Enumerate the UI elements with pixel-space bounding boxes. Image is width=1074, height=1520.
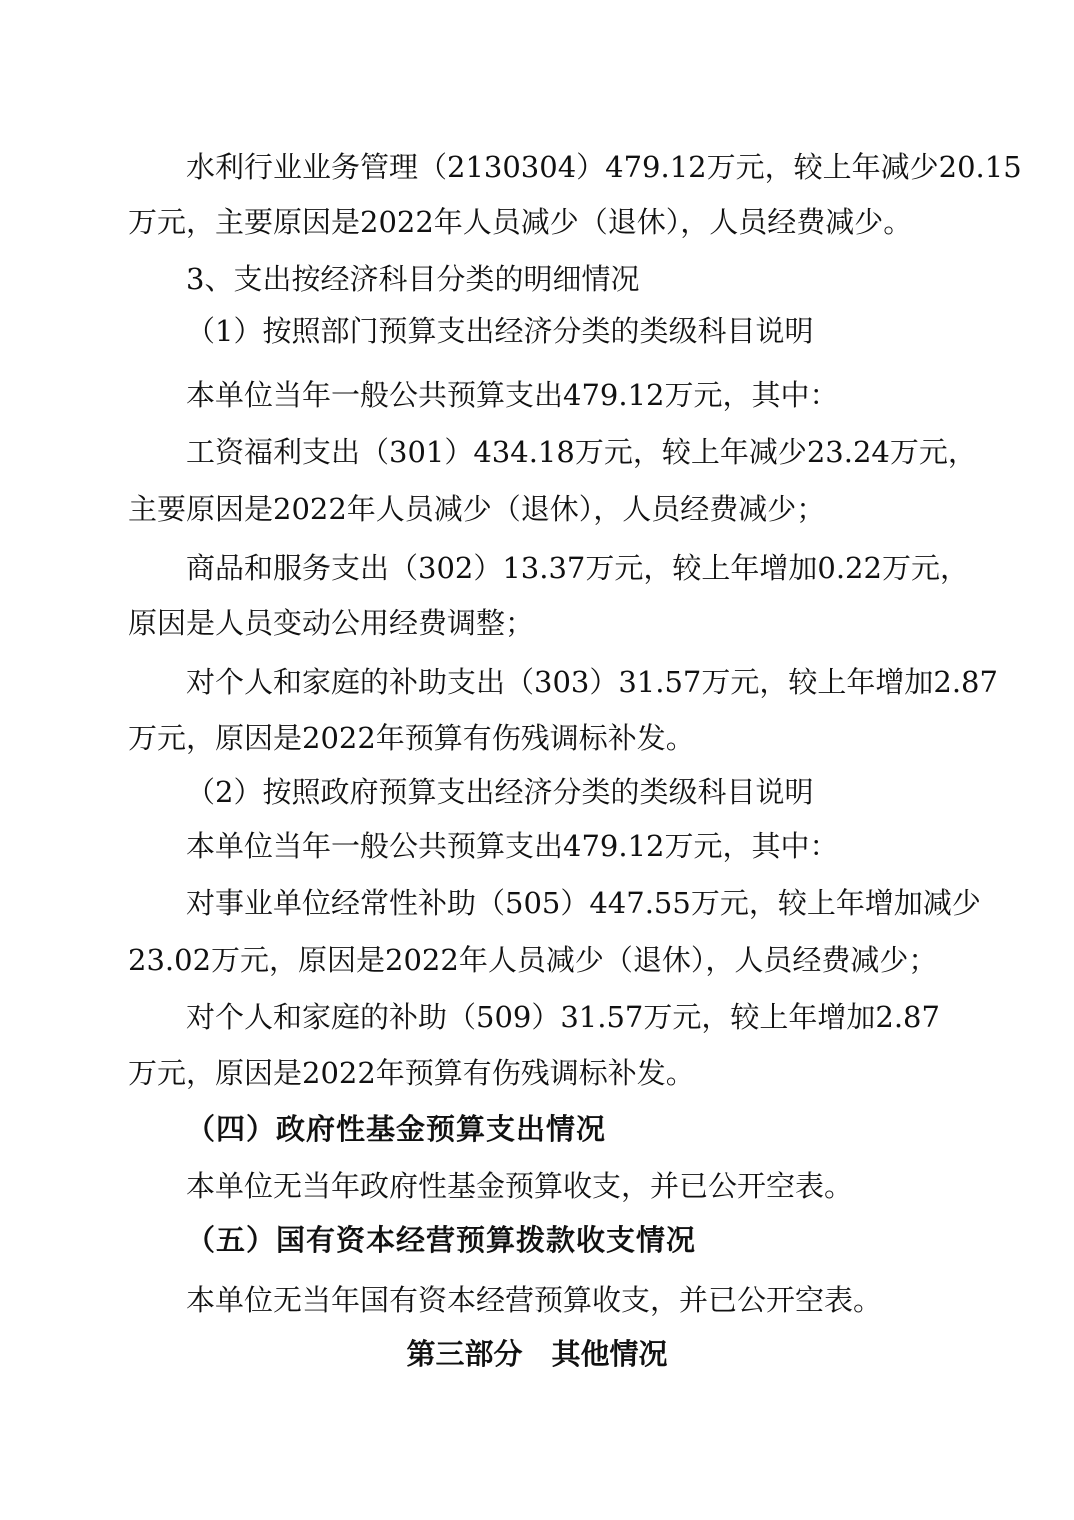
part-heading: 第三部分 其他情况 xyxy=(406,1337,668,1371)
paragraph-line: 水利行业业务管理（2130304）479.12万元，较上年减少20.15 xyxy=(186,150,1022,184)
subsection-title: （2）按照政府预算支出经济分类的类级科目说明 xyxy=(186,775,814,809)
paragraph-line: 主要原因是2022年人员减少（退休），人员经费减少； xyxy=(128,492,826,526)
paragraph-line: 万元，主要原因是2022年人员减少（退休），人员经费减少。 xyxy=(128,205,913,239)
paragraph-line: 对事业单位经常性补助（505）447.55万元，较上年增加减少 xyxy=(186,886,981,920)
paragraph-line: 工资福利支出（301）434.18万元，较上年减少23.24万元， xyxy=(186,435,977,469)
paragraph-line: 本单位无当年政府性基金预算收支，并已公开空表。 xyxy=(186,1169,854,1203)
paragraph-line: 本单位无当年国有资本经营预算收支，并已公开空表。 xyxy=(186,1283,883,1317)
paragraph-line: 本单位当年一般公共预算支出479.12万元，其中： xyxy=(186,829,839,863)
section-subheading: （五）国有资本经营预算拨款收支情况 xyxy=(186,1223,697,1257)
subsection-title: 3、支出按经济科目分类的明细情况 xyxy=(186,262,640,296)
subsection-title: （1）按照部门预算支出经济分类的类级科目说明 xyxy=(186,314,814,348)
paragraph-line: 23.02万元，原因是2022年人员减少（退休），人员经费减少； xyxy=(128,943,938,977)
section-subheading: （四）政府性基金预算支出情况 xyxy=(186,1112,607,1146)
paragraph-line: 万元，原因是2022年预算有伤残调标补发。 xyxy=(128,721,695,755)
paragraph-line: 万元，原因是2022年预算有伤残调标补发。 xyxy=(128,1056,695,1090)
paragraph-line: 对个人和家庭的补助支出（303）31.57万元，较上年增加2.87 xyxy=(186,665,998,699)
paragraph-line: 原因是人员变动公用经费调整； xyxy=(128,606,535,640)
paragraph-line: 对个人和家庭的补助（509）31.57万元，较上年增加2.87 xyxy=(186,1000,940,1034)
paragraph-line: 本单位当年一般公共预算支出479.12万元，其中： xyxy=(186,378,839,412)
paragraph-line: 商品和服务支出（302）13.37万元，较上年增加0.22万元， xyxy=(186,551,969,585)
